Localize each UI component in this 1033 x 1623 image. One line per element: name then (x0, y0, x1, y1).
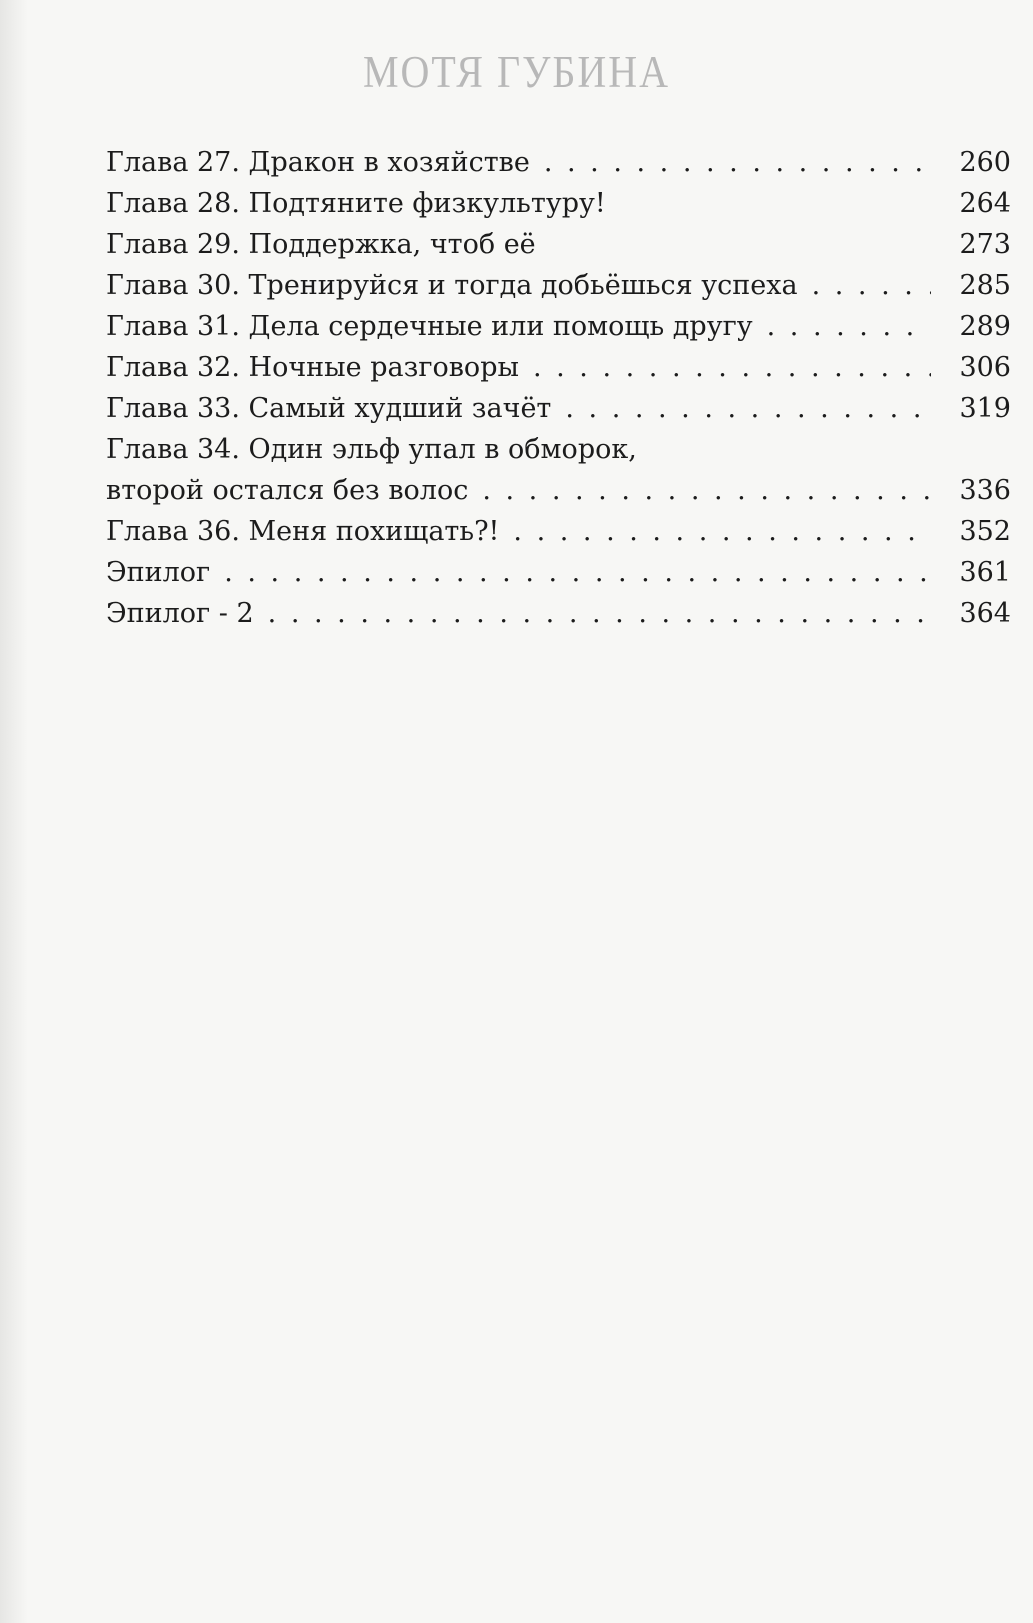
toc-entry (106, 224, 1011, 265)
toc-dot-leader (565, 388, 931, 429)
toc-entry-page: 352 (959, 516, 1011, 547)
toc-entry-page: 260 (959, 147, 1011, 178)
toc-dot-leader (513, 511, 931, 552)
toc-entry (106, 593, 1011, 634)
toc-entry (106, 306, 1011, 347)
toc-entry (106, 347, 1011, 388)
table-of-contents (106, 142, 1011, 634)
toc-entry-title: Эпилог (106, 557, 211, 588)
toc-entry-page: 285 (959, 270, 1011, 301)
toc-entry-title: Эпилог - 2 (106, 598, 254, 629)
toc-entry-title: Глава 27. Дракон в хозяйстве (106, 147, 530, 178)
toc-entry-page: 364 (959, 598, 1011, 629)
toc-entry-page: 306 (959, 352, 1011, 383)
toc-dot-leader (482, 470, 931, 511)
toc-entry-title: Глава 34. Один эльф упал в обморок, (106, 434, 637, 465)
toc-entry-page: 264 (959, 188, 1011, 219)
toc-entry-title: Глава 32. Ночные разговоры (106, 352, 519, 383)
toc-entry (106, 511, 1011, 552)
toc-entry-title: Глава 30. Тренируйся и тогда добьёшься успеха (106, 270, 798, 301)
toc-entry (106, 183, 1011, 224)
toc-entry (106, 265, 1011, 306)
toc-entry (106, 552, 1011, 593)
toc-entry-title: Глава 29. Поддержка, чтоб её (106, 229, 536, 260)
toc-entry-title-continued: второй остался без волос (106, 475, 469, 506)
toc-dot-leader (544, 142, 931, 183)
toc-dot-leader (268, 593, 931, 634)
toc-entry (106, 388, 1011, 429)
toc-entry-title: Глава 36. Меня похищать?! (106, 516, 500, 547)
page-gutter-shadow (0, 0, 28, 1623)
toc-entry-page: 319 (959, 393, 1011, 424)
toc-dot-leader (224, 552, 931, 593)
toc-entry-page: 361 (959, 557, 1011, 588)
toc-entry-title: Глава 33. Самый худший зачёт (106, 393, 552, 424)
toc-entry (106, 429, 1011, 470)
toc-entry (106, 142, 1011, 183)
running-header-author: МОТЯ ГУБИНА (362, 45, 671, 98)
toc-entry-page: 289 (959, 311, 1011, 342)
toc-entry-page: 273 (959, 229, 1011, 260)
toc-entry-title: Глава 28. Подтяните физкультуру! (106, 188, 606, 219)
toc-dot-leader (812, 265, 931, 306)
toc-dot-leader (767, 306, 931, 347)
toc-dot-leader (533, 347, 931, 388)
toc-entry-page: 336 (959, 475, 1011, 506)
toc-entry-title: Глава 31. Дела сердечные или помощь другу (106, 311, 753, 342)
toc-entry-continuation (106, 470, 1011, 511)
